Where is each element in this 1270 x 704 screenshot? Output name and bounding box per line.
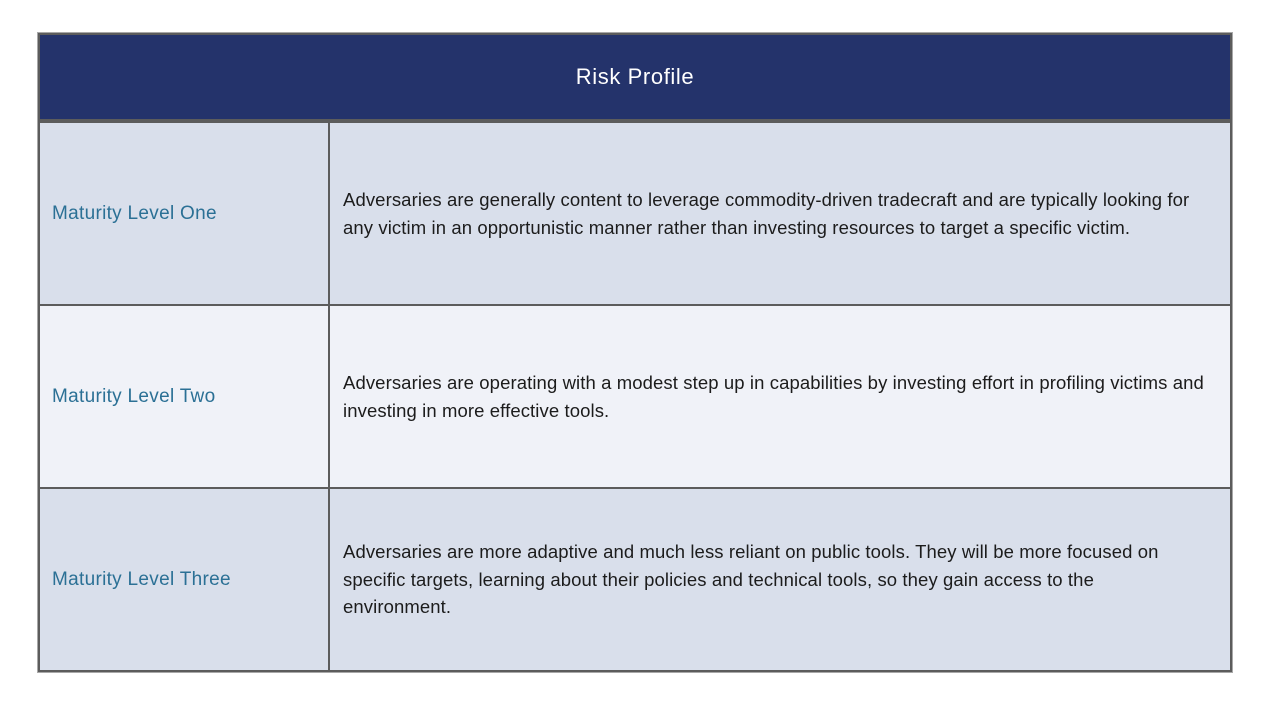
table-row-maturity-level-two [40,304,1230,487]
description-cell [330,306,1230,487]
maturity-level-cell [40,489,330,670]
maturity-level-cell [40,306,330,487]
description-cell [330,123,1230,304]
risk-profile-table [38,33,1232,672]
description-text: Adversaries are generally content to leverage commodity-driven tradecraft and are typically looking for any victim in an opportunistic manner rather than investing resources to target a specific victim. [343,189,1190,238]
maturity-level-label: Maturity Level Three [52,568,231,590]
description-text: Adversaries are operating with a modest step up in capabilities by investing effort in profiling victims and investing in more effective tools. [343,372,1204,421]
maturity-level-cell [40,123,330,304]
table-title: Risk Profile [575,64,695,89]
table-header [40,35,1230,121]
maturity-level-label: Maturity Level Two [52,385,216,407]
table-row-maturity-level-three [40,487,1230,670]
description-text: Adversaries are more adaptive and much less reliant on public tools. They will be more focused on specific targets, learning about their policies and technical tools, so they gain access to the environment. [343,541,1159,618]
maturity-level-label: Maturity Level One [52,202,217,224]
table-row-maturity-level-one [40,121,1230,304]
description-cell [330,489,1230,670]
